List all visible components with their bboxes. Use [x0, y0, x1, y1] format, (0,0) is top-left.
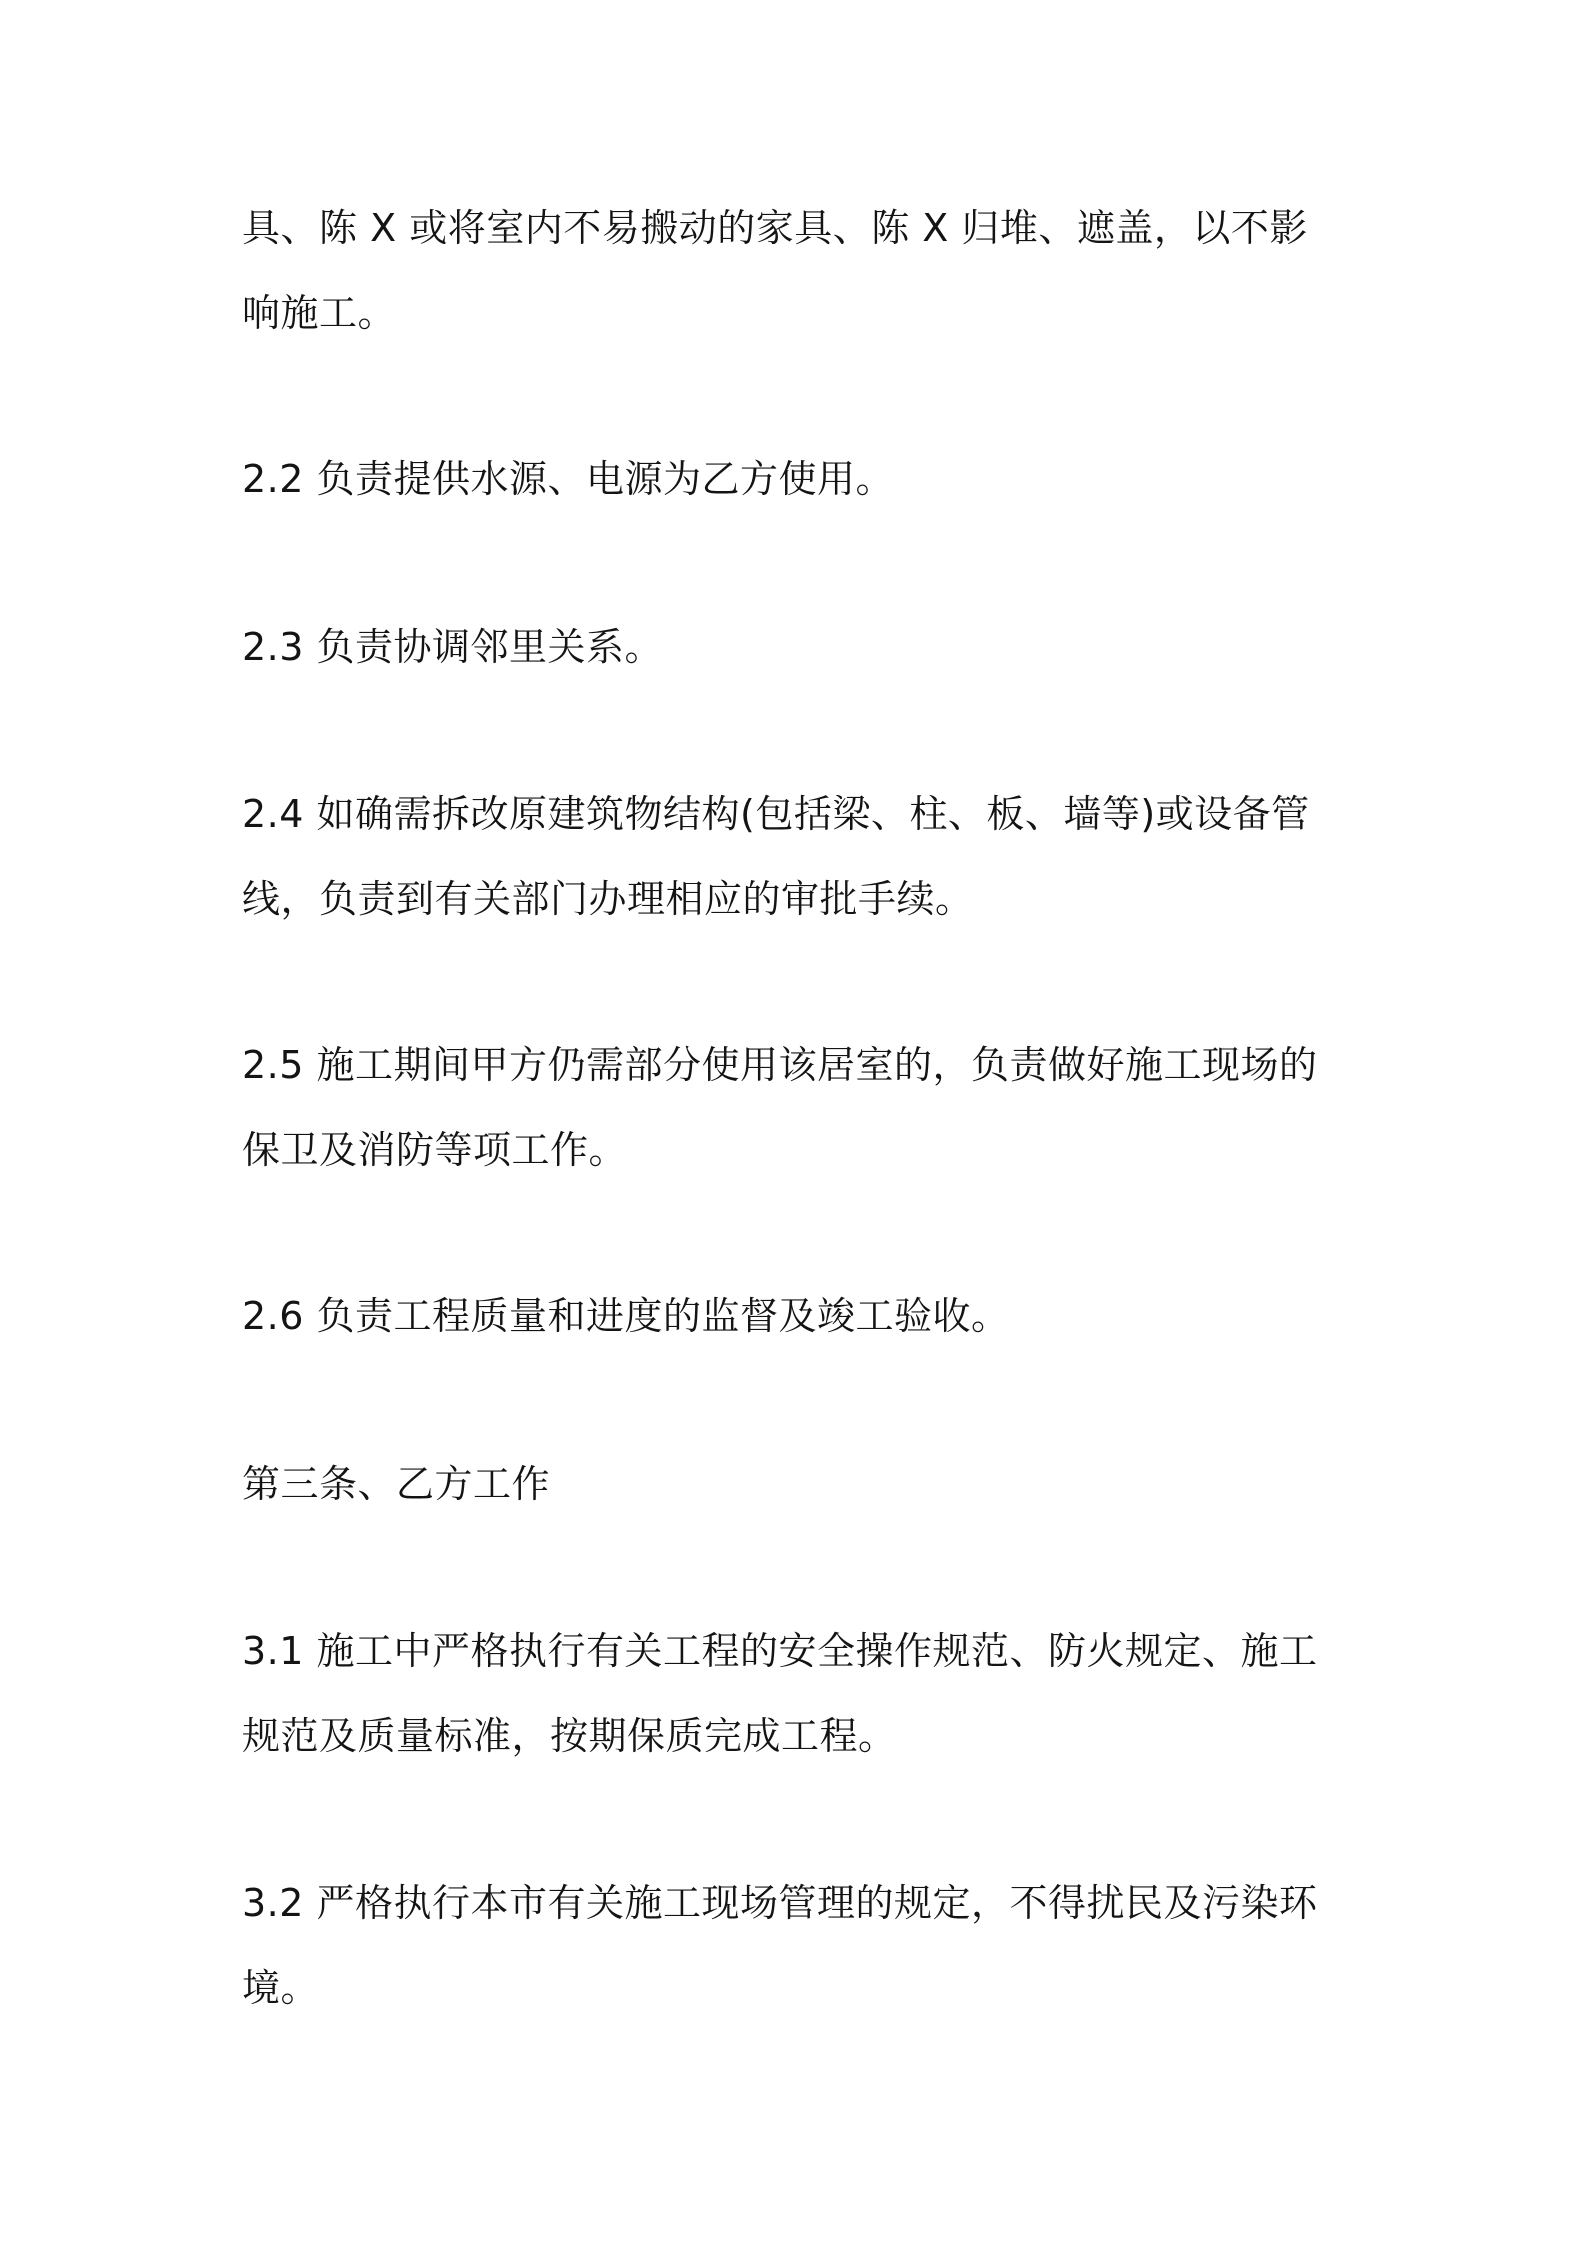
paragraph-line: 具、陈 X 或将室内不易搬动的家具、陈 X 归堆、遮盖，以不影 [242, 206, 1308, 250]
paragraph-line: 3.1 施工中严格执行有关工程的安全操作规范、防火规定、施工 [242, 1629, 1318, 1673]
paragraph-line: 保卫及消防等项工作。 [242, 1128, 628, 1172]
paragraph-line: 线，负责到有关部门办理相应的审批手续。 [242, 877, 974, 921]
paragraph-line: 2.4 如确需拆改原建筑物结构(包括梁、柱、板、墙等)或设备管 [242, 792, 1310, 836]
paragraph-line: 响施工。 [242, 291, 397, 335]
paragraph-line: 2.5 施工期间甲方仍需部分使用该居室的，负责做好施工现场的 [242, 1043, 1318, 1087]
paragraph-line: 2.3 负责协调邻里关系。 [242, 625, 664, 669]
paragraph-line: 2.6 负责工程质量和进度的监督及竣工验收。 [242, 1294, 1010, 1338]
paragraph-line: 3.2 严格执行本市有关施工现场管理的规定，不得扰民及污染环 [242, 1881, 1318, 1925]
paragraph-line: 境。 [242, 1966, 320, 2010]
section-heading: 第三条、乙方工作 [242, 1462, 551, 1506]
paragraph-line: 2.2 负责提供水源、电源为乙方使用。 [242, 457, 895, 501]
paragraph-line: 规范及质量标准，按期保质完成工程。 [242, 1714, 897, 1758]
